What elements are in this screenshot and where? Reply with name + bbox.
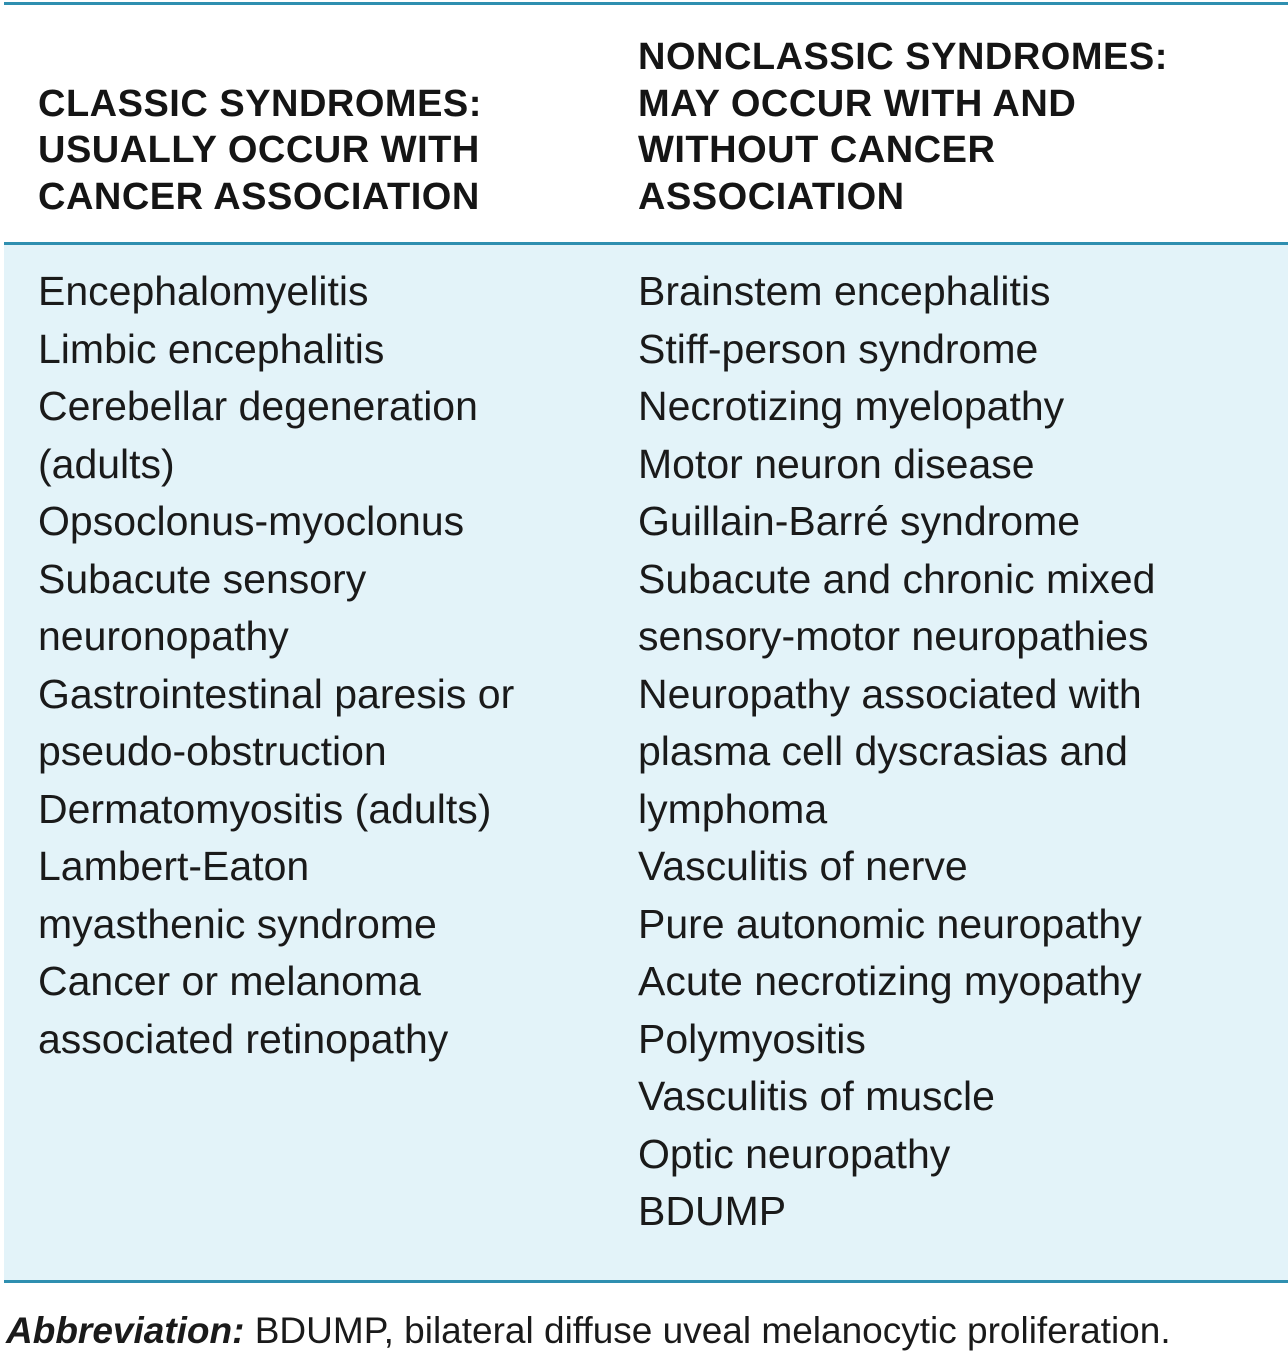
list-item: Vasculitis of muscle: [638, 1073, 995, 1119]
table-header: [4, 5, 1288, 242]
list-item: Limbic encephalitis: [38, 325, 385, 372]
list-item: Cancer or melanoma associated retinopathy: [38, 958, 449, 1062]
table-bottom-rule: [4, 1280, 1288, 1283]
header-classic-syndromes: [38, 81, 598, 221]
header-line: USUALLY OCCUR WITH: [38, 129, 480, 171]
list-item: Brainstem encephalitis: [638, 268, 1051, 314]
footnote-text: BDUMP, bilateral diffuse uveal melanocytic proliferation.: [244, 1310, 1171, 1351]
list-item: Optic neuropathy: [638, 1130, 951, 1177]
table-body: [4, 245, 1288, 1280]
list-item: Acute necrotizing myopathy: [638, 958, 1142, 1004]
list-item: Subacute sensory neuronopathy: [38, 555, 367, 659]
abbreviation-footnote: [6, 1309, 1171, 1353]
list-item: Neuropathy associated with plasma cell dyscrasias and lymphoma: [638, 670, 1142, 832]
list-item: Pure autonomic neuropathy: [638, 900, 1142, 947]
list-item: Necrotizing myelopathy: [638, 383, 1065, 429]
list-item: Polymyositis: [638, 1015, 866, 1062]
list-item: BDUMP: [638, 1188, 787, 1234]
header-line: WITHOUT CANCER: [638, 129, 996, 171]
list-item: Cerebellar degeneration (adults): [38, 383, 478, 487]
list-item: Vasculitis of nerve: [638, 843, 968, 889]
list-item: Encephalomyelitis: [38, 268, 369, 314]
header-nonclassic-syndromes: [638, 34, 1258, 220]
header-line: MAY OCCUR WITH AND: [638, 82, 1077, 125]
list-item: Motor neuron disease: [638, 440, 1035, 487]
list-item: Dermatomyositis (adults): [38, 785, 492, 832]
footnote-label: Abbreviation:: [6, 1310, 245, 1351]
list-item: Lambert-Eaton myasthenic syndrome: [38, 843, 437, 947]
list-item: Stiff-person syndrome: [638, 325, 1039, 372]
header-line: ASSOCIATION: [638, 175, 905, 218]
header-line: CANCER ASSOCIATION: [38, 175, 480, 218]
nonclassic-syndromes-list: [638, 263, 1278, 1241]
list-item: Subacute and chronic mixed sensory-motor neuropathies: [638, 555, 1156, 659]
list-item: Gastrointestinal paresis or pseudo-obstruction: [38, 670, 515, 774]
classic-syndromes-list: [38, 263, 618, 1068]
list-item: Opsoclonus-myoclonus: [38, 498, 465, 544]
header-line: CLASSIC SYNDROMES:: [38, 82, 482, 125]
list-item: Guillain-Barré syndrome: [638, 498, 1081, 544]
header-line: NONCLASSIC SYNDROMES:: [638, 36, 1168, 78]
